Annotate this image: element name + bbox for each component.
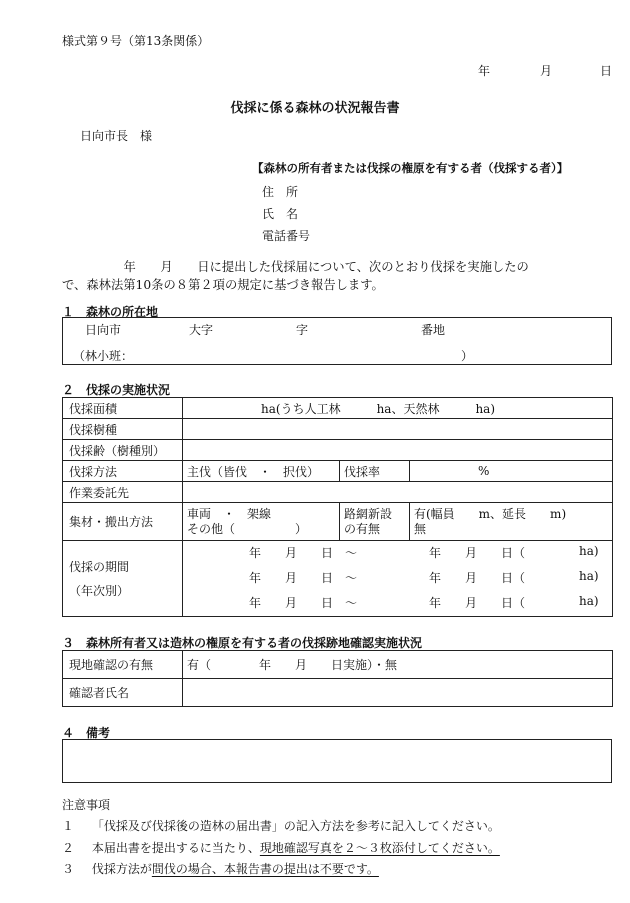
note-number: ３ (62, 862, 75, 876)
road-value-line-1: 有(幅員 m、延長 m) (414, 506, 567, 521)
contractor-label: 作業委託先 (63, 482, 183, 503)
reporter-name-label: 氏 名 (262, 207, 299, 221)
location-box (62, 317, 612, 365)
check-label: 現地確認の有無 (63, 651, 183, 679)
note-text-3-underlined: 間伐の場合、本報告書の提出は不要です。 (151, 862, 379, 876)
check-value: 有（ 年 月 日実施）・無 (183, 651, 613, 679)
period-row-1-start: 年 月 日 ～ (249, 545, 358, 560)
period-values (183, 541, 613, 617)
species-label: 伐採樹種 (63, 419, 183, 440)
species-value (183, 419, 613, 440)
road-label (340, 503, 410, 541)
checker-value (183, 679, 613, 707)
method-value: 主伐（皆伐 ・ 択伐） (183, 461, 340, 482)
location-rinsho-close: ） (461, 349, 474, 363)
form-number: 様式第９号（第13条関係） (62, 34, 210, 48)
addressee: 日向市長 様 (80, 129, 153, 143)
note-item (62, 860, 379, 877)
location-city: 日向市 (85, 323, 122, 337)
reporter-address-label: 住 所 (262, 185, 299, 199)
date-month-label: 月 (540, 64, 553, 78)
reporter-phone-label: 電話番号 (262, 229, 311, 243)
intro-line-2: で、森林法第10条の８第２項の規定に基づき報告します。 (62, 278, 384, 292)
road-label-line-1: 路網新設 (344, 506, 393, 521)
checker-label: 確認者氏名 (63, 679, 183, 707)
skid-value-line-1: 車両 ・ 架線 (187, 506, 272, 521)
location-banchi: 番地 (421, 323, 446, 337)
contractor-value (183, 482, 613, 503)
method-label: 伐採方法 (63, 461, 183, 482)
intro-line-1: 年 月 日に提出した伐採届について、次のとおり伐採を実施したの (62, 260, 529, 274)
rate-label: 伐採率 (340, 461, 410, 482)
note-text-1: 「伐採及び伐採後の造林の届出書」の記入方法を参考に記入してください。 (91, 819, 500, 833)
site-check-table (62, 650, 613, 707)
period-label-line-1: 伐採の期間 (69, 559, 130, 574)
period-row-2-ha: ha) (579, 568, 599, 583)
area-label-cell (63, 398, 183, 419)
reporter-heading: 【森林の所有者または伐採の権原を有する者（伐採する者）】 (252, 161, 569, 175)
period-row-1-end: 年 月 日（ (429, 545, 526, 560)
rate-value: % (410, 461, 613, 482)
period-row-3-start: 年 月 日 ～ (249, 595, 358, 610)
remarks-box (62, 739, 612, 783)
notes-heading: 注意事項 (62, 798, 111, 812)
location-aza: 字 (296, 323, 309, 337)
location-oaza: 大字 (189, 323, 214, 337)
note-item (62, 839, 500, 856)
note-number: ２ (62, 841, 75, 855)
section2-title: ２ 伐採の実施状況 (62, 383, 171, 397)
skid-label: 集材・搬出方法 (63, 503, 183, 541)
section1-title: １ 森林の所在地 (62, 305, 159, 319)
section4-title: ４ 備考 (62, 726, 111, 740)
note-text-3-pre: 伐採方法が (91, 862, 152, 876)
skid-value (183, 503, 340, 541)
road-value (410, 503, 613, 541)
note-number: １ (62, 819, 75, 833)
age-value (183, 440, 613, 461)
period-rows (183, 542, 612, 616)
note-item (62, 817, 500, 834)
period-label (63, 541, 183, 617)
area-label-text: 伐採面積 (69, 401, 118, 416)
date-day-label: 日 (600, 64, 613, 78)
period-row-2-start: 年 月 日 ～ (249, 570, 358, 585)
period-row-2-end: 年 月 日（ (429, 570, 526, 585)
age-label: 伐採齢（樹種別） (63, 440, 183, 461)
road-value-line-2: 無 (414, 521, 427, 536)
section3-title: ３ 森林所有者又は造林の権原を有する者の伐採跡地確認実施状況 (62, 636, 423, 650)
harvest-status-table (62, 397, 613, 617)
skid-value-line-2: その他（ ） (187, 521, 308, 536)
period-row-3-end: 年 月 日（ (429, 595, 526, 610)
location-rinsho-open: （林小班： (73, 349, 134, 363)
road-label-line-2: の有無 (344, 521, 381, 536)
area-label (69, 400, 176, 417)
area-value: ha(うち人工林 ha、天然林 ha) (183, 398, 613, 419)
period-row-1-ha: ha) (579, 543, 599, 558)
period-label-line-2: （年次別） (69, 583, 130, 598)
document-title: 伐採に係る森林の状況報告書 (230, 101, 400, 116)
note-text-2-underlined: 現地確認写真を２～３枚添付してください。 (259, 841, 500, 855)
period-row-3-ha: ha) (579, 593, 599, 608)
note-text-2-pre: 本届出書を提出するに当たり、 (91, 841, 260, 855)
date-year-label: 年 (478, 64, 491, 78)
